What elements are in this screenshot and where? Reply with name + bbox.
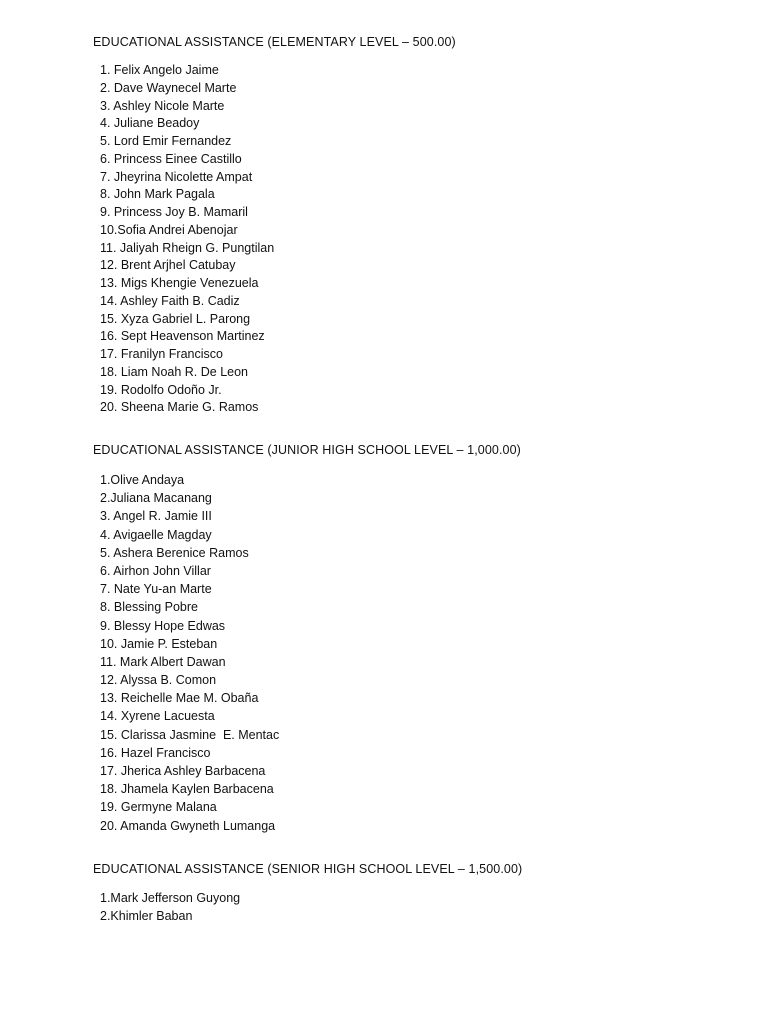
list-item: 19. Rodolfo Odoño Jr. (100, 382, 222, 397)
list-item: 13. Reichelle Mae M. Obaña (100, 691, 259, 706)
list-item: 6. Airhon John Villar (100, 563, 211, 578)
list-item: 9. Princess Joy B. Mamaril (100, 205, 248, 219)
list-item: 16. Sept Heavenson Martinez (100, 329, 265, 344)
list-item: 1.Mark Jefferson Guyong (100, 891, 241, 905)
list-item: 15. Xyza Gabriel L. Parong (100, 311, 251, 326)
list-item: 14. Ashley Faith B. Cadiz (100, 293, 240, 308)
list-item: 4. Juliane Beadoy (100, 116, 200, 131)
list-item: 20. Amanda Gwyneth Lumanga (100, 818, 276, 833)
list-item: 13. Migs Khengie Venezuela (100, 276, 259, 290)
list-item: 11. Mark Albert Dawan (100, 654, 226, 669)
section-title: EDUCATIONAL ASSISTANCE (JUNIOR HIGH SCHOOL LEVEL – 1,000.00) (93, 443, 521, 457)
list-item: 10.Sofia Andrei Abenojar (100, 222, 238, 237)
elementary-section (93, 34, 713, 417)
list-item: 20. Sheena Marie G. Ramos (100, 400, 259, 415)
list-item: 7. Jheyrina Nicolette Ampat (100, 169, 253, 184)
list-item: 6. Princess Einee Castillo (100, 151, 242, 166)
list-item: 17. Jherica Ashley Barbacena (100, 764, 266, 778)
senior-high-section (93, 861, 713, 926)
list-item: 10. Jamie P. Esteban (100, 636, 218, 651)
section-title: EDUCATIONAL ASSISTANCE (SENIOR HIGH SCHOOL LEVEL – 1,500.00) (93, 862, 523, 876)
list-item: 17. Franilyn Francisco (100, 347, 223, 361)
list-item: 3. Angel R. Jamie III (100, 509, 212, 524)
beneficiary-list (100, 62, 713, 417)
list-item: 9. Blessy Hope Edwas (100, 618, 226, 633)
list-item: 2. Dave Waynecel Marte (100, 80, 237, 95)
list-item: 5. Ashera Berenice Ramos (100, 545, 249, 560)
list-item: 12. Alyssa B. Comon (100, 673, 217, 688)
list-item: 7. Nate Yu-an Marte (100, 582, 212, 597)
list-item: 2.Khimler Baban (100, 908, 193, 923)
list-item: 5. Lord Emir Fernandez (100, 134, 232, 148)
list-item: 18. Liam Noah R. De Leon (100, 364, 249, 379)
list-item: 14. Xyrene Lacuesta (100, 709, 215, 724)
list-item: 4. Avigaelle Magday (100, 527, 212, 542)
list-item: 8. Blessing Pobre (100, 600, 198, 615)
list-item: 3. Ashley Nicole Marte (100, 98, 225, 113)
list-item: 1. Felix Angelo Jaime (100, 63, 219, 77)
list-item: 12. Brent Arjhel Catubay (100, 258, 236, 273)
beneficiary-list (100, 471, 713, 835)
list-item: 19. Germyne Malana (100, 800, 217, 815)
list-item: 11. Jaliyah Rheign G. Pungtilan (100, 240, 275, 255)
list-item: 8. John Mark Pagala (100, 187, 215, 202)
junior-high-section (93, 442, 713, 835)
list-item: 18. Jhamela Kaylen Barbacena (100, 782, 274, 797)
list-item: 1.Olive Andaya (100, 473, 185, 487)
list-item: 2.Juliana Macanang (100, 491, 212, 506)
list-item: 16. Hazel Francisco (100, 745, 211, 760)
list-item: 15. Clarissa Jasmine E. Mentac (100, 727, 280, 742)
beneficiary-list (100, 890, 713, 926)
section-title: EDUCATIONAL ASSISTANCE (ELEMENTARY LEVEL – 500.00) (93, 35, 456, 49)
